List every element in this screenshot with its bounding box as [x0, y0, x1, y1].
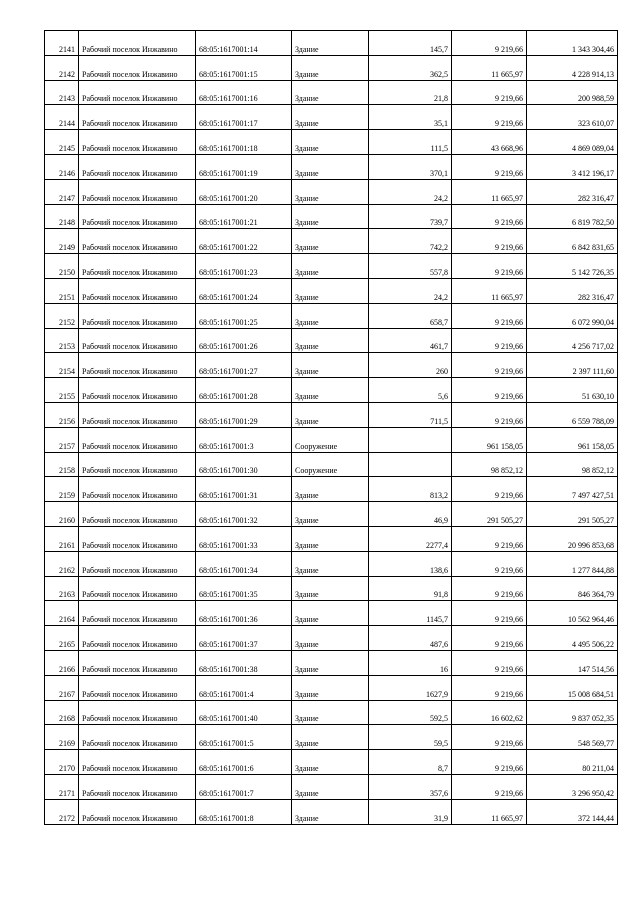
table-row [45, 725, 618, 750]
cadastral-value-cell: 51 630,10 [527, 378, 618, 403]
cadastral-value-cell: 3 296 950,42 [527, 774, 618, 799]
cadastral-value-cell: 6 819 782,50 [527, 204, 618, 229]
table-row [45, 55, 618, 80]
object-type-cell: Здание [292, 700, 369, 725]
area-cell: 46,9 [369, 502, 452, 527]
unit-value-cell: 9 219,66 [452, 154, 527, 179]
unit-value-cell: 11 665,97 [452, 55, 527, 80]
table-row [45, 650, 618, 675]
row-number-cell: 2169 [45, 725, 79, 750]
table-row [45, 229, 618, 254]
object-type-cell: Здание [292, 750, 369, 775]
cadastral-value-cell: 6 842 831,65 [527, 229, 618, 254]
unit-value-cell: 11 665,97 [452, 278, 527, 303]
unit-value-cell: 9 219,66 [452, 601, 527, 626]
cadastral-value-cell: 20 996 853,68 [527, 526, 618, 551]
cadastral-number-cell: 68:05:1617001:34 [196, 551, 292, 576]
unit-value-cell: 9 219,66 [452, 725, 527, 750]
table-row [45, 303, 618, 328]
unit-value-cell: 9 219,66 [452, 229, 527, 254]
cadastral-number-cell: 68:05:1617001:37 [196, 626, 292, 651]
area-cell: 21,8 [369, 80, 452, 105]
row-number-cell: 2156 [45, 402, 79, 427]
locality-cell: Рабочий поселок Инжавино [79, 452, 196, 477]
unit-value-cell: 9 219,66 [452, 526, 527, 551]
area-cell: 31,9 [369, 799, 452, 824]
locality-cell: Рабочий поселок Инжавино [79, 650, 196, 675]
unit-value-cell: 9 219,66 [452, 353, 527, 378]
cadastral-value-cell: 3 412 196,17 [527, 154, 618, 179]
unit-value-cell: 9 219,66 [452, 80, 527, 105]
row-number-cell: 2145 [45, 130, 79, 155]
cadastral-value-cell: 7 497 427,51 [527, 477, 618, 502]
area-cell: 1145,7 [369, 601, 452, 626]
cadastral-number-cell: 68:05:1617001:24 [196, 278, 292, 303]
cadastral-value-cell: 282 316,47 [527, 179, 618, 204]
area-cell: 370,1 [369, 154, 452, 179]
cadastral-number-cell: 68:05:1617001:35 [196, 576, 292, 601]
object-type-cell: Здание [292, 626, 369, 651]
object-type-cell: Здание [292, 303, 369, 328]
unit-value-cell: 961 158,05 [452, 427, 527, 452]
cadastral-value-cell: 282 316,47 [527, 278, 618, 303]
locality-cell: Рабочий поселок Инжавино [79, 328, 196, 353]
locality-cell: Рабочий поселок Инжавино [79, 750, 196, 775]
object-type-cell: Здание [292, 477, 369, 502]
object-type-cell: Здание [292, 601, 369, 626]
row-number-cell: 2149 [45, 229, 79, 254]
table-row [45, 675, 618, 700]
unit-value-cell: 9 219,66 [452, 551, 527, 576]
table-row [45, 328, 618, 353]
row-number-cell: 2157 [45, 427, 79, 452]
area-cell: 8,7 [369, 750, 452, 775]
cadastral-number-cell: 68:05:1617001:27 [196, 353, 292, 378]
area-cell [369, 427, 452, 452]
table-row [45, 204, 618, 229]
cadastral-value-cell: 4 256 717,02 [527, 328, 618, 353]
unit-value-cell: 11 665,97 [452, 799, 527, 824]
cadastral-value-cell: 4 869 089,04 [527, 130, 618, 155]
object-type-cell: Здание [292, 650, 369, 675]
object-type-cell: Здание [292, 353, 369, 378]
cadastral-value-cell: 4 228 914,13 [527, 55, 618, 80]
locality-cell: Рабочий поселок Инжавино [79, 601, 196, 626]
cadastral-value-cell: 846 364,79 [527, 576, 618, 601]
row-number-cell: 2164 [45, 601, 79, 626]
table-row [45, 774, 618, 799]
cadastral-number-cell: 68:05:1617001:21 [196, 204, 292, 229]
unit-value-cell: 9 219,66 [452, 31, 527, 56]
table-row [45, 31, 618, 56]
locality-cell: Рабочий поселок Инжавино [79, 31, 196, 56]
locality-cell: Рабочий поселок Инжавино [79, 626, 196, 651]
table-row [45, 80, 618, 105]
locality-cell: Рабочий поселок Инжавино [79, 725, 196, 750]
table-row [45, 254, 618, 279]
area-cell: 16 [369, 650, 452, 675]
row-number-cell: 2159 [45, 477, 79, 502]
row-number-cell: 2152 [45, 303, 79, 328]
row-number-cell: 2160 [45, 502, 79, 527]
locality-cell: Рабочий поселок Инжавино [79, 774, 196, 799]
unit-value-cell: 9 219,66 [452, 675, 527, 700]
area-cell: 260 [369, 353, 452, 378]
row-number-cell: 2166 [45, 650, 79, 675]
locality-cell: Рабочий поселок Инжавино [79, 576, 196, 601]
object-type-cell: Здание [292, 774, 369, 799]
unit-value-cell: 9 219,66 [452, 328, 527, 353]
row-number-cell: 2163 [45, 576, 79, 601]
table-row [45, 526, 618, 551]
locality-cell: Рабочий поселок Инжавино [79, 477, 196, 502]
object-type-cell: Здание [292, 80, 369, 105]
row-number-cell: 2158 [45, 452, 79, 477]
cadastral-number-cell: 68:05:1617001:40 [196, 700, 292, 725]
unit-value-cell: 9 219,66 [452, 254, 527, 279]
object-type-cell: Здание [292, 328, 369, 353]
cadastral-value-cell: 6 559 788,09 [527, 402, 618, 427]
cadastral-number-cell: 68:05:1617001:4 [196, 675, 292, 700]
cadastral-value-cell: 200 988,59 [527, 80, 618, 105]
table-row [45, 750, 618, 775]
cadastral-number-cell: 68:05:1617001:32 [196, 502, 292, 527]
object-type-cell: Здание [292, 576, 369, 601]
cadastral-number-cell: 68:05:1617001:16 [196, 80, 292, 105]
cadastral-value-cell: 6 072 990,04 [527, 303, 618, 328]
object-type-cell: Сооружение [292, 427, 369, 452]
cadastral-value-cell: 372 144,44 [527, 799, 618, 824]
object-type-cell: Здание [292, 204, 369, 229]
table-row [45, 427, 618, 452]
cadastral-value-cell: 147 514,56 [527, 650, 618, 675]
row-number-cell: 2170 [45, 750, 79, 775]
table-row [45, 452, 618, 477]
row-number-cell: 2143 [45, 80, 79, 105]
row-number-cell: 2144 [45, 105, 79, 130]
locality-cell: Рабочий поселок Инжавино [79, 799, 196, 824]
area-cell: 111,5 [369, 130, 452, 155]
object-type-cell: Здание [292, 31, 369, 56]
locality-cell: Рабочий поселок Инжавино [79, 551, 196, 576]
cadastral-number-cell: 68:05:1617001:26 [196, 328, 292, 353]
unit-value-cell: 9 219,66 [452, 477, 527, 502]
area-cell: 813,2 [369, 477, 452, 502]
unit-value-cell: 11 665,97 [452, 179, 527, 204]
row-number-cell: 2161 [45, 526, 79, 551]
row-number-cell: 2150 [45, 254, 79, 279]
unit-value-cell: 9 219,66 [452, 402, 527, 427]
row-number-cell: 2168 [45, 700, 79, 725]
cadastral-number-cell: 68:05:1617001:30 [196, 452, 292, 477]
area-cell: 35,1 [369, 105, 452, 130]
row-number-cell: 2155 [45, 378, 79, 403]
locality-cell: Рабочий поселок Инжавино [79, 154, 196, 179]
row-number-cell: 2153 [45, 328, 79, 353]
table-row [45, 105, 618, 130]
unit-value-cell: 98 852,12 [452, 452, 527, 477]
area-cell: 5,6 [369, 378, 452, 403]
table-row [45, 502, 618, 527]
row-number-cell: 2154 [45, 353, 79, 378]
table-row [45, 154, 618, 179]
area-cell: 2277,4 [369, 526, 452, 551]
row-number-cell: 2172 [45, 799, 79, 824]
object-type-cell: Здание [292, 502, 369, 527]
cadastral-number-cell: 68:05:1617001:8 [196, 799, 292, 824]
object-type-cell: Здание [292, 130, 369, 155]
area-cell: 711,5 [369, 402, 452, 427]
unit-value-cell: 9 219,66 [452, 303, 527, 328]
cadastral-number-cell: 68:05:1617001:28 [196, 378, 292, 403]
table-row [45, 278, 618, 303]
object-type-cell: Здание [292, 799, 369, 824]
table-row [45, 130, 618, 155]
cadastral-number-cell: 68:05:1617001:23 [196, 254, 292, 279]
unit-value-cell: 9 219,66 [452, 650, 527, 675]
cadastral-value-cell: 10 562 964,46 [527, 601, 618, 626]
cadastral-number-cell: 68:05:1617001:33 [196, 526, 292, 551]
object-type-cell: Здание [292, 526, 369, 551]
row-number-cell: 2167 [45, 675, 79, 700]
area-cell: 138,6 [369, 551, 452, 576]
object-type-cell: Здание [292, 402, 369, 427]
object-type-cell: Здание [292, 675, 369, 700]
cadastral-number-cell: 68:05:1617001:20 [196, 179, 292, 204]
cadastral-number-cell: 68:05:1617001:38 [196, 650, 292, 675]
table-row [45, 799, 618, 824]
cadastral-number-cell: 68:05:1617001:22 [196, 229, 292, 254]
locality-cell: Рабочий поселок Инжавино [79, 229, 196, 254]
table-row [45, 477, 618, 502]
locality-cell: Рабочий поселок Инжавино [79, 80, 196, 105]
object-type-cell: Здание [292, 105, 369, 130]
unit-value-cell: 16 602,62 [452, 700, 527, 725]
area-cell: 658,7 [369, 303, 452, 328]
unit-value-cell: 9 219,66 [452, 576, 527, 601]
cadastral-number-cell: 68:05:1617001:36 [196, 601, 292, 626]
area-cell: 1627,9 [369, 675, 452, 700]
cadastral-number-cell: 68:05:1617001:17 [196, 105, 292, 130]
object-type-cell: Здание [292, 725, 369, 750]
row-number-cell: 2162 [45, 551, 79, 576]
row-number-cell: 2171 [45, 774, 79, 799]
area-cell [369, 452, 452, 477]
locality-cell: Рабочий поселок Инжавино [79, 427, 196, 452]
cadastral-value-cell: 80 211,04 [527, 750, 618, 775]
cadastral-value-cell: 961 158,05 [527, 427, 618, 452]
area-cell: 362,5 [369, 55, 452, 80]
cadastral-value-cell: 1 277 844,88 [527, 551, 618, 576]
table-row [45, 353, 618, 378]
unit-value-cell: 9 219,66 [452, 204, 527, 229]
table-row [45, 576, 618, 601]
area-cell: 739,7 [369, 204, 452, 229]
unit-value-cell: 9 219,66 [452, 105, 527, 130]
row-number-cell: 2165 [45, 626, 79, 651]
area-cell: 24,2 [369, 179, 452, 204]
object-type-cell: Здание [292, 254, 369, 279]
locality-cell: Рабочий поселок Инжавино [79, 675, 196, 700]
area-cell: 59,5 [369, 725, 452, 750]
area-cell: 145,7 [369, 31, 452, 56]
row-number-cell: 2148 [45, 204, 79, 229]
cadastral-number-cell: 68:05:1617001:6 [196, 750, 292, 775]
cadastral-value-cell: 4 495 506,22 [527, 626, 618, 651]
locality-cell: Рабочий поселок Инжавино [79, 130, 196, 155]
cadastral-value-cell: 548 569,77 [527, 725, 618, 750]
object-type-cell: Здание [292, 154, 369, 179]
unit-value-cell: 291 505,27 [452, 502, 527, 527]
locality-cell: Рабочий поселок Инжавино [79, 303, 196, 328]
unit-value-cell: 9 219,66 [452, 378, 527, 403]
area-cell: 24,2 [369, 278, 452, 303]
row-number-cell: 2141 [45, 31, 79, 56]
row-number-cell: 2142 [45, 55, 79, 80]
object-type-cell: Здание [292, 229, 369, 254]
unit-value-cell: 9 219,66 [452, 774, 527, 799]
cadastral-value-cell: 1 343 304,46 [527, 31, 618, 56]
area-cell: 461,7 [369, 328, 452, 353]
cadastral-value-cell: 9 837 052,35 [527, 700, 618, 725]
area-cell: 357,6 [369, 774, 452, 799]
cadastral-number-cell: 68:05:1617001:15 [196, 55, 292, 80]
area-cell: 557,8 [369, 254, 452, 279]
cadastral-value-cell: 98 852,12 [527, 452, 618, 477]
area-cell: 91,8 [369, 576, 452, 601]
locality-cell: Рабочий поселок Инжавино [79, 179, 196, 204]
locality-cell: Рабочий поселок Инжавино [79, 55, 196, 80]
cadastral-number-cell: 68:05:1617001:5 [196, 725, 292, 750]
locality-cell: Рабочий поселок Инжавино [79, 526, 196, 551]
cadastral-number-cell: 68:05:1617001:31 [196, 477, 292, 502]
locality-cell: Рабочий поселок Инжавино [79, 254, 196, 279]
object-type-cell: Здание [292, 378, 369, 403]
object-type-cell: Здание [292, 278, 369, 303]
object-type-cell: Сооружение [292, 452, 369, 477]
object-type-cell: Здание [292, 551, 369, 576]
cadastral-value-cell: 15 008 684,51 [527, 675, 618, 700]
locality-cell: Рабочий поселок Инжавино [79, 204, 196, 229]
cadastral-number-cell: 68:05:1617001:29 [196, 402, 292, 427]
locality-cell: Рабочий поселок Инжавино [79, 278, 196, 303]
area-cell: 592,5 [369, 700, 452, 725]
object-type-cell: Здание [292, 179, 369, 204]
unit-value-cell: 9 219,66 [452, 750, 527, 775]
locality-cell: Рабочий поселок Инжавино [79, 700, 196, 725]
cadastral-number-cell: 68:05:1617001:7 [196, 774, 292, 799]
area-cell: 487,6 [369, 626, 452, 651]
locality-cell: Рабочий поселок Инжавино [79, 402, 196, 427]
table-row [45, 402, 618, 427]
cadastral-value-cell: 2 397 111,60 [527, 353, 618, 378]
table-row [45, 601, 618, 626]
cadastral-number-cell: 68:05:1617001:19 [196, 154, 292, 179]
table-row [45, 179, 618, 204]
cadastral-number-cell: 68:05:1617001:25 [196, 303, 292, 328]
row-number-cell: 2146 [45, 154, 79, 179]
row-number-cell: 2147 [45, 179, 79, 204]
unit-value-cell: 9 219,66 [452, 626, 527, 651]
table-row [45, 700, 618, 725]
locality-cell: Рабочий поселок Инжавино [79, 105, 196, 130]
object-type-cell: Здание [292, 55, 369, 80]
cadastral-number-cell: 68:05:1617001:18 [196, 130, 292, 155]
cadastral-number-cell: 68:05:1617001:3 [196, 427, 292, 452]
locality-cell: Рабочий поселок Инжавино [79, 353, 196, 378]
table-row [45, 378, 618, 403]
cadastral-value-table [44, 30, 618, 825]
cadastral-number-cell: 68:05:1617001:14 [196, 31, 292, 56]
cadastral-value-cell: 5 142 726,35 [527, 254, 618, 279]
locality-cell: Рабочий поселок Инжавино [79, 502, 196, 527]
table-row [45, 626, 618, 651]
row-number-cell: 2151 [45, 278, 79, 303]
cadastral-value-cell: 291 505,27 [527, 502, 618, 527]
locality-cell: Рабочий поселок Инжавино [79, 378, 196, 403]
cadastral-value-cell: 323 610,07 [527, 105, 618, 130]
unit-value-cell: 43 668,96 [452, 130, 527, 155]
area-cell: 742,2 [369, 229, 452, 254]
table-row [45, 551, 618, 576]
